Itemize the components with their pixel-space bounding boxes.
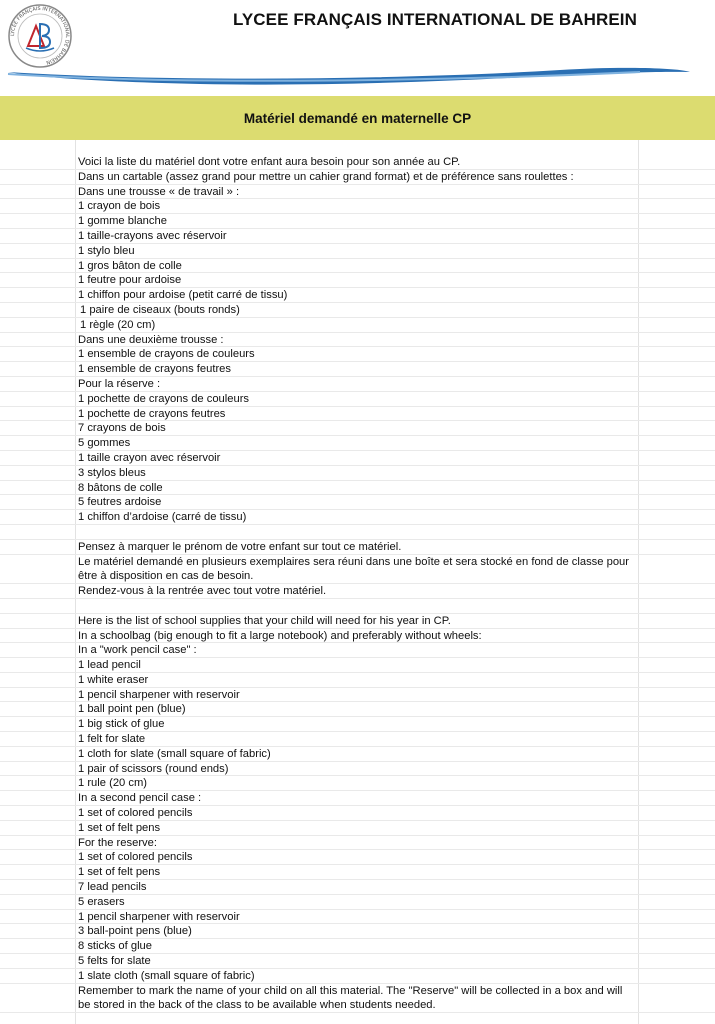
list-item: Pensez à marquer le prénom de votre enfant sur tout ce matériel.: [0, 540, 715, 555]
list-item: 8 sticks of glue: [0, 939, 715, 954]
logo-ring-text: LYCÉE FRANÇAIS INTERNATIONAL DE BAHREIN: [9, 5, 71, 66]
list-item: In a second pencil case :: [0, 791, 715, 806]
list-item: 1 set of colored pencils: [0, 850, 715, 865]
list-item: 1 pochette de crayons feutres: [0, 407, 715, 422]
list-item: 1 slate cloth (small square of fabric): [0, 969, 715, 984]
list-item: 3 ball-point pens (blue): [0, 924, 715, 939]
list-item: 1 lead pencil: [0, 658, 715, 673]
list-item: Here is the list of school supplies that your child will need for his year in CP.: [0, 614, 715, 629]
list-item: 5 feutres ardoise: [0, 495, 715, 510]
list-item: 1 felt for slate: [0, 732, 715, 747]
list-item: 1 chiffon pour ardoise (petit carré de tissu): [0, 288, 715, 303]
blank-row: [0, 525, 715, 540]
list-item: 1 taille crayon avec réservoir: [0, 451, 715, 466]
list-item: Dans un cartable (assez grand pour mettre un cahier grand format) et de préférence sans roulettes :: [0, 170, 715, 185]
list-item: 1 big stick of glue: [0, 717, 715, 732]
list-item: 7 crayons de bois: [0, 421, 715, 436]
list-item: 1 gomme blanche: [0, 214, 715, 229]
banner-title: Matériel demandé en maternelle CP: [243, 110, 472, 126]
list-item: 1 ball point pen (blue): [0, 702, 715, 717]
list-item: 7 lead pencils: [0, 880, 715, 895]
list-item: For the reserve:: [0, 836, 715, 851]
school-name: LYCEE FRANÇAIS INTERNATIONAL DE BAHREIN: [232, 10, 637, 29]
list-item: Voici la liste du matériel dont votre enfant aura besoin pour son année au CP.: [0, 155, 715, 170]
list-item: 1 ensemble de crayons feutres: [0, 362, 715, 377]
list-item: Remember to mark the name of your child on all this material. The "Reserve" will be collected in a box and will be stored in the back of the class to be available when students needed.: [0, 984, 715, 1014]
list-item: 1 set of felt pens: [0, 821, 715, 836]
list-item: 1 taille-crayons avec réservoir: [0, 229, 715, 244]
list-item: 5 erasers: [0, 895, 715, 910]
document-header: [0, 0, 715, 96]
blue-swoosh-decoration: [0, 58, 715, 88]
list-item: 1 feutre pour ardoise: [0, 273, 715, 288]
list-item: 1 cloth for slate (small square of fabric): [0, 747, 715, 762]
list-item: Le matériel demandé en plusieurs exemplaires sera réuni dans une boîte et sera stocké en fond de classe pour être à disposition en cas de besoin.: [0, 555, 715, 585]
list-item: 1 règle (20 cm): [0, 318, 715, 333]
list-item: In a "work pencil case" :: [0, 643, 715, 658]
list-item: 1 rule (20 cm): [0, 776, 715, 791]
list-item: 1 chiffon d’ardoise (carré de tissu): [0, 510, 715, 525]
list-item: 3 stylos bleus: [0, 466, 715, 481]
list-item: 1 pochette de crayons de couleurs: [0, 392, 715, 407]
list-item: 8 bâtons de colle: [0, 481, 715, 496]
blank-row: [0, 599, 715, 614]
list-item: 1 paire de ciseaux (bouts ronds): [0, 303, 715, 318]
list-item: In a schoolbag (big enough to fit a large notebook) and preferably without wheels:: [0, 629, 715, 644]
list-item: 1 set of felt pens: [0, 865, 715, 880]
list-item: 1 white eraser: [0, 673, 715, 688]
list-item: 1 ensemble de crayons de couleurs: [0, 347, 715, 362]
list-item: Dans une deuxième trousse :: [0, 333, 715, 348]
section-banner: [0, 96, 715, 140]
list-item: Pour la réserve :: [0, 377, 715, 392]
list-item: Rendez-vous à la rentrée avec tout votre matériel.: [0, 584, 715, 599]
list-item: 1 crayon de bois: [0, 199, 715, 214]
list-item: 1 pair of scissors (round ends): [0, 762, 715, 777]
list-item: 1 stylo bleu: [0, 244, 715, 259]
list-item: 5 gommes: [0, 436, 715, 451]
list-item: 1 pencil sharpener with reservoir: [0, 910, 715, 925]
list-item: 1 gros bâton de colle: [0, 259, 715, 274]
list-item: 1 set of colored pencils: [0, 806, 715, 821]
supply-list: [0, 155, 715, 1013]
list-item: Dans une trousse « de travail » :: [0, 185, 715, 200]
list-item: 5 felts for slate: [0, 954, 715, 969]
list-item: 1 pencil sharpener with reservoir: [0, 688, 715, 703]
